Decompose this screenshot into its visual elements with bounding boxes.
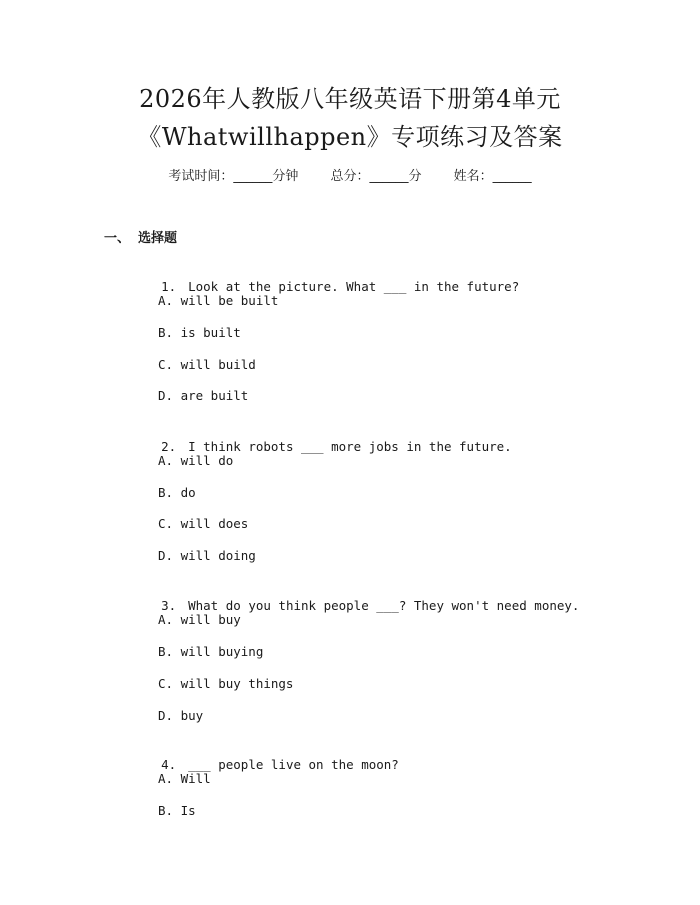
option-2b: B. do xyxy=(158,485,196,500)
option-2a: A. will do xyxy=(158,453,234,468)
option-1d: D. are built xyxy=(158,388,249,403)
section-heading xyxy=(104,229,177,249)
exam-info xyxy=(0,167,700,187)
option-3a: A. will buy xyxy=(158,612,241,627)
option-1b: B. is built xyxy=(158,325,241,340)
option-2d: D. will doing xyxy=(158,548,256,563)
option-4b: B. Is xyxy=(158,803,196,818)
option-3b: B. will buying xyxy=(158,644,264,659)
section-title: 选择题 xyxy=(138,231,178,246)
exam-time: 考试时间：______分钟 xyxy=(168,169,299,184)
question-number: 2. xyxy=(161,439,177,454)
option-1c: C. will build xyxy=(158,357,256,372)
question-number: 4. xyxy=(161,757,177,772)
exam-name: 姓名：______ xyxy=(453,169,532,184)
section-number: 一、 xyxy=(104,231,131,246)
title-line-2: 《Whatwillhappen》专项练习及答案 xyxy=(137,123,563,151)
question-text: Look at the picture. What ___ in the future? xyxy=(188,279,520,294)
option-3c: C. will buy things xyxy=(158,676,294,691)
option-1a: A. will be built xyxy=(158,293,279,308)
exam-score: 总分：______分 xyxy=(330,169,422,184)
question-number: 3. xyxy=(161,598,177,613)
question-text: What do you think people ___? They won't need money. xyxy=(188,598,580,613)
question-number: 1. xyxy=(161,279,177,294)
question-text: I think robots ___ more jobs in the future. xyxy=(188,439,512,454)
option-3d: D. buy xyxy=(158,708,204,723)
option-4a: A. Will xyxy=(158,771,211,786)
option-2c: C. will does xyxy=(158,516,249,531)
title-line-1: 2026年人教版八年级英语下册第4单元 xyxy=(139,85,561,113)
question-text: ___ people live on the moon? xyxy=(188,757,399,772)
